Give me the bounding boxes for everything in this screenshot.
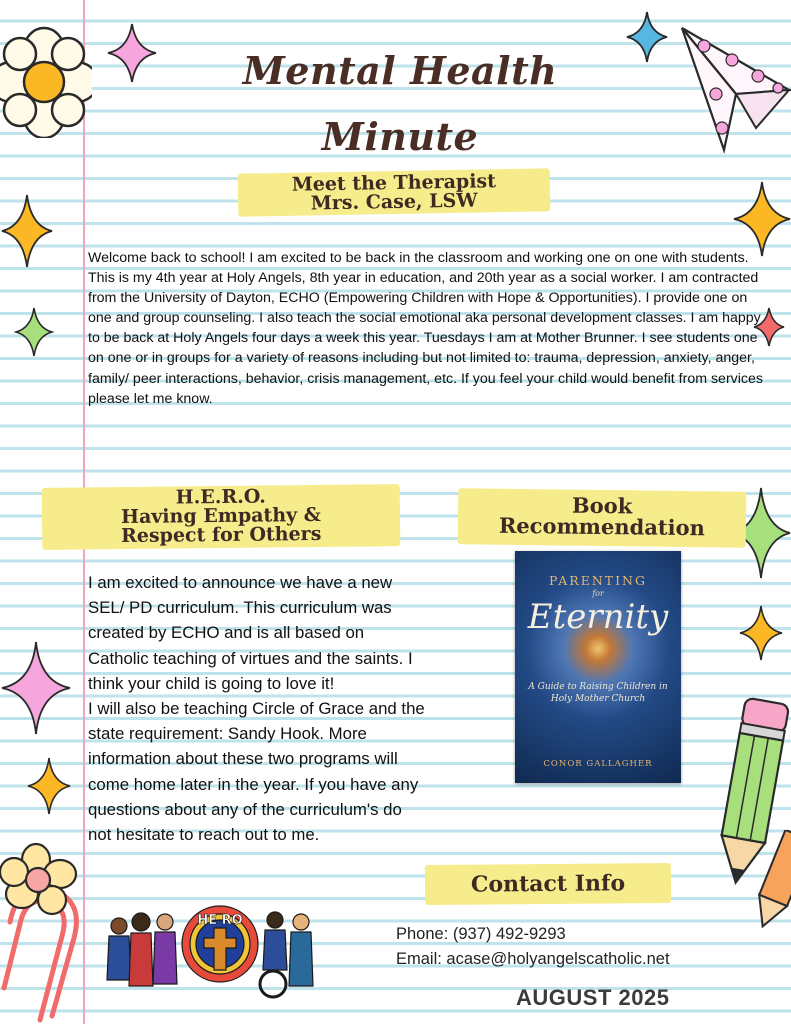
therapist-heading-line1: Meet the Therapist bbox=[291, 170, 497, 196]
hero-heading bbox=[42, 484, 401, 550]
sparkle-icon bbox=[14, 306, 54, 358]
contact-email: Email: acase@holyangelscatholic.net bbox=[396, 950, 670, 968]
issue-date: AUGUST 2025 bbox=[516, 985, 670, 1010]
book-cover-title-for: for bbox=[592, 589, 604, 598]
book-cover bbox=[515, 551, 681, 783]
hero-kids-illustration bbox=[105, 900, 325, 1000]
paper-clip-icon bbox=[0, 838, 100, 1024]
sparkle-icon bbox=[738, 604, 784, 662]
contact-phone: Phone: (937) 492-9293 bbox=[396, 925, 566, 943]
sparkle-icon bbox=[625, 10, 669, 64]
sparkle-icon bbox=[0, 193, 54, 269]
hero-heading-line3: Respect for Others bbox=[120, 522, 322, 548]
pencil-icon bbox=[756, 830, 791, 930]
hero-text bbox=[88, 570, 428, 847]
book-cover-author: CONOR GALLAGHER bbox=[543, 759, 653, 769]
hero-heading-line1: H.E.R.O. bbox=[175, 485, 266, 509]
sparkle-icon bbox=[0, 640, 72, 736]
sparkle-icon bbox=[106, 22, 158, 84]
paper-plane-icon bbox=[676, 24, 791, 154]
book-heading-line1: Book bbox=[571, 492, 633, 519]
book-heading bbox=[458, 488, 747, 548]
flower-icon bbox=[0, 26, 92, 138]
therapist-heading bbox=[238, 168, 551, 216]
book-heading-line2: Recommendation bbox=[498, 512, 705, 541]
page-title-line2: Minute bbox=[321, 114, 479, 159]
page-title-line1: Mental Health bbox=[242, 48, 558, 93]
book-cover-title-top: PARENTING bbox=[549, 573, 647, 588]
therapist-heading-line2: Mrs. Case, LSW bbox=[310, 189, 478, 215]
hero-paragraph-2: I will also be teaching Circle of Grace and the state requirement: Sandy Hook. More information about these two programs will come home later in the year. If you have any questions about any of the curriculum's do not hesitate to reach out to me. bbox=[88, 699, 425, 845]
hero-logo-text: HE RO bbox=[197, 913, 243, 928]
contact-heading: Contact Info bbox=[425, 863, 671, 905]
sparkle-icon bbox=[732, 180, 791, 258]
sparkle-icon bbox=[26, 756, 72, 816]
book-cover-title-main: Eternity bbox=[527, 597, 669, 637]
hero-paragraph-1: I am excited to announce we have a new SEL/ PD curriculum. This curriculum was created by ECHO and is all based on Catholic teaching of virtues and the saints. I think your child is going to love it! bbox=[88, 573, 413, 693]
book-cover-subtitle: A Guide to Raising Children in Holy Mother Church bbox=[528, 682, 668, 704]
therapist-intro-text: Welcome back to school! I am excited to be back in the classroom and working one on one with students. This is my 4th year at Holy Angels, 8th year in education, and 20th year as a social worker. I am contracted from the University of Dayton, ECHO (Empowering Children with Hope & Opportunities). I provide one on one and group counseling. I also teach the social emotional aka personal development classes. I am happy to be back at Holy Angels four days a week this year. Tuesdays I am at Mother Brunner. I see students one on one or in groups for a variety of reasons including but not limited to: trauma, depression, anxiety, anger, family/ peer interactions, behavior, crisis management, etc. If you feel your child would benefit from services please let me know. bbox=[88, 250, 764, 407]
hero-heading-line2: Having Empathy & bbox=[120, 503, 322, 529]
